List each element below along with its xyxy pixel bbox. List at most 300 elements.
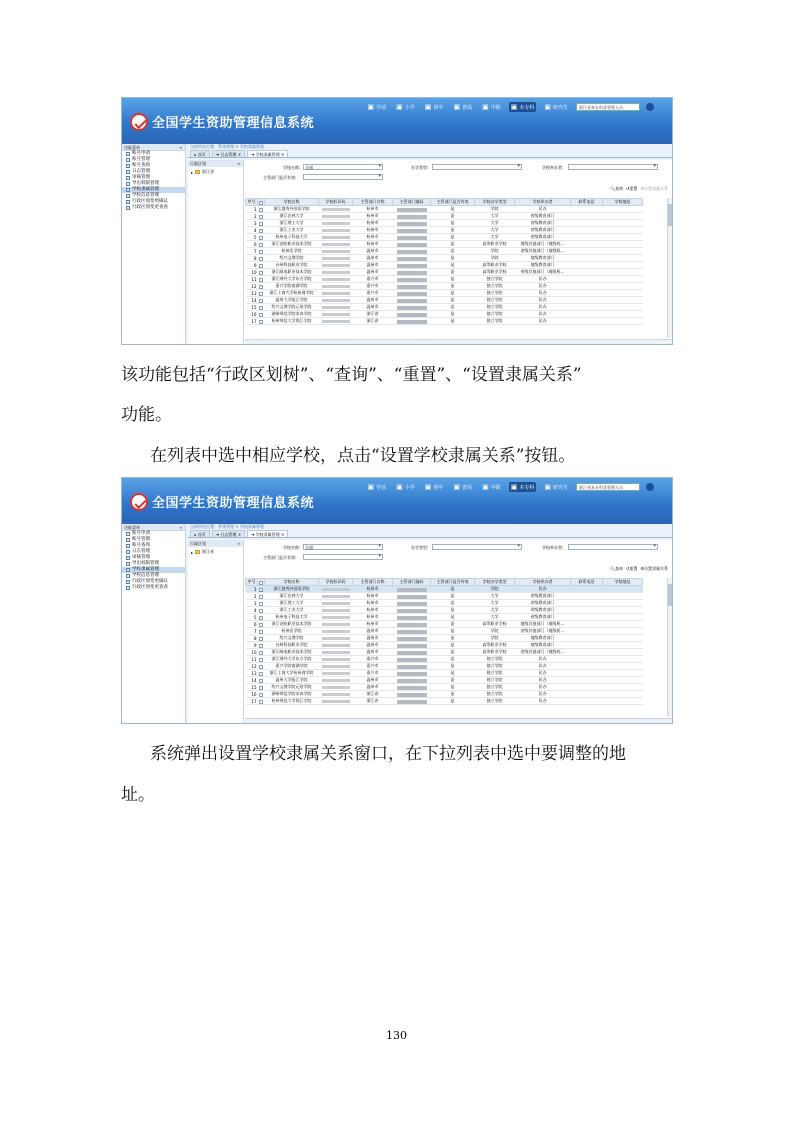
row-checkbox[interactable]: [258, 698, 265, 705]
school-name-cell: 绍兴文理学院: [265, 255, 319, 262]
tree-node-zhejiang[interactable]: ▸ 浙江省: [191, 169, 215, 175]
paragraph-1-line-1: 该功能包括“行政区划树”、“查询”、“重置”、“设置隶属关系”: [121, 365, 582, 385]
tab-home[interactable]: ⌂ 首页: [190, 530, 210, 537]
dept-name-cell: 杭州市: [353, 227, 393, 234]
school-organizer-select[interactable]: [568, 164, 658, 170]
checkbox-icon[interactable]: [259, 700, 263, 704]
school-type-cell: 学院: [475, 206, 515, 213]
school-type-cell: 大学: [475, 607, 515, 614]
phone-cell: [571, 276, 603, 283]
dept-code-cell: [393, 684, 431, 691]
row-checkbox[interactable]: [258, 677, 265, 684]
table-row[interactable]: [246, 600, 643, 607]
redacted-value: [397, 250, 427, 254]
column-header[interactable]: 主管部门编码: [393, 199, 431, 206]
checkbox-icon[interactable]: [259, 616, 263, 620]
paragraph-2: 在列表中选中相应学校，点击“设置学校隶属关系”按钮。: [150, 446, 576, 466]
checkbox-icon[interactable]: [259, 222, 263, 226]
school-type-cell: 高等职业学校: [475, 269, 515, 276]
row-checkbox[interactable]: [258, 311, 265, 318]
tab-school-affiliation[interactable]: ➔ 学校隶属管理 ×: [247, 530, 288, 537]
collapse-icon[interactable]: «: [179, 145, 182, 150]
row-checkbox[interactable]: [258, 262, 265, 269]
phone-cell: [571, 255, 603, 262]
redacted-value: [397, 306, 427, 310]
table-row[interactable]: [246, 593, 643, 600]
nav-item-4[interactable]: [480, 102, 503, 112]
row-checkbox[interactable]: [258, 206, 265, 213]
collapse-icon[interactable]: «: [237, 161, 240, 166]
table-row[interactable]: [246, 614, 643, 621]
redacted-value: [397, 630, 427, 634]
table-row[interactable]: [246, 206, 643, 213]
student-icon: ▣: [424, 103, 432, 111]
school-organizer-cell: 民办: [515, 691, 571, 698]
dept-code-cell: [393, 234, 431, 241]
table-row[interactable]: [246, 663, 643, 670]
address-cell: [603, 677, 643, 684]
row-checkbox[interactable]: [258, 276, 265, 283]
vertical-scrollbar[interactable]: [667, 198, 672, 338]
table-row[interactable]: [246, 304, 643, 311]
checkbox-icon[interactable]: [259, 637, 263, 641]
table-row[interactable]: [246, 691, 643, 698]
checkbox-icon[interactable]: [259, 264, 263, 268]
row-index: 10: [246, 269, 258, 276]
school-icon: ▣: [396, 103, 403, 111]
table-row[interactable]: [246, 311, 643, 318]
nav-item-5[interactable]: [509, 102, 537, 112]
checkbox-icon[interactable]: [259, 581, 263, 585]
phone-cell: [571, 220, 603, 227]
column-header[interactable]: 学校名称: [265, 579, 319, 586]
address-cell: [603, 283, 643, 290]
expand-icon[interactable]: ▸: [191, 169, 194, 175]
checkbox-icon[interactable]: [259, 236, 263, 240]
row-checkbox[interactable]: [258, 621, 265, 628]
table-row[interactable]: [246, 586, 643, 593]
address-cell: [603, 698, 643, 705]
redacted-value: [397, 693, 427, 697]
school-name-select[interactable]: 全部 ▾: [303, 164, 383, 170]
school-code-cell: [319, 607, 353, 614]
checkbox-icon[interactable]: [259, 215, 263, 219]
checkbox-icon[interactable]: [259, 651, 263, 655]
checkbox-icon[interactable]: [259, 686, 263, 690]
address-cell: [603, 593, 643, 600]
school-code-cell: [319, 213, 353, 220]
tab-home[interactable]: ⌂ 首页: [190, 150, 210, 157]
column-header[interactable]: 联系电话: [571, 579, 603, 586]
row-checkbox[interactable]: [258, 269, 265, 276]
address-cell: [603, 628, 643, 635]
row-index: 12: [246, 283, 258, 290]
row-index: 7: [246, 248, 258, 255]
table-row[interactable]: [246, 607, 643, 614]
menu-item-label: 学校隶属管理: [132, 567, 159, 572]
phone-cell: [571, 269, 603, 276]
table-row[interactable]: [246, 297, 643, 304]
dept-valid-cell: 是: [431, 677, 475, 684]
table-row[interactable]: [246, 628, 643, 635]
dept-valid-cell: 是: [431, 220, 475, 227]
book-icon: ▣: [453, 483, 461, 491]
nav-item-6[interactable]: [542, 482, 570, 492]
row-checkbox[interactable]: [258, 234, 265, 241]
school-organizer-select[interactable]: [568, 544, 658, 550]
table-row[interactable]: [246, 670, 643, 677]
menu-item-9[interactable]: [122, 205, 185, 211]
dept-valid-cell: 是: [431, 593, 475, 600]
redacted-value: [397, 299, 427, 303]
dept-code-cell: [393, 628, 431, 635]
vertical-scrollbar[interactable]: [667, 578, 672, 717]
menu-item-icon: [126, 580, 130, 584]
school-name-cell: 温州大学瓯江学院: [265, 677, 319, 684]
column-header[interactable]: 学校名称: [265, 199, 319, 206]
checkbox-icon[interactable]: [259, 250, 263, 254]
column-header[interactable]: 学校办学类型: [475, 199, 515, 206]
nav-item-2[interactable]: [423, 102, 446, 112]
school-type-cell: 独立学院: [475, 297, 515, 304]
school-type-select[interactable]: [432, 164, 522, 170]
school-organizer-cell: 省级教育部门: [515, 607, 571, 614]
filter-form: [245, 160, 672, 198]
school-organizer-cell: 民办: [515, 297, 571, 304]
menu-item-9[interactable]: [122, 585, 185, 591]
table-row[interactable]: [246, 276, 643, 283]
table-row[interactable]: [246, 635, 643, 642]
tab-log-management[interactable]: ➔ 日志管理 ×: [212, 150, 245, 157]
row-checkbox[interactable]: [258, 304, 265, 311]
column-header[interactable]: 主管部门是否有效: [431, 199, 475, 206]
redacted-value: [322, 686, 350, 689]
school-name-cell: 嘉兴学院南湖学院: [265, 283, 319, 290]
checkbox-icon[interactable]: [259, 672, 263, 676]
row-checkbox[interactable]: [258, 255, 265, 262]
horizontal-scrollbar[interactable]: [245, 339, 672, 344]
table-row[interactable]: [246, 290, 643, 297]
nav-item-2[interactable]: [423, 482, 446, 492]
school-organizer-cell: 省级教育部门: [515, 213, 571, 220]
school-organizer-cell: 省级教育部门: [515, 220, 571, 227]
set-affiliation-button[interactable]: ⚙设置隶属关系: [640, 566, 668, 571]
school-code-cell: [319, 283, 353, 290]
checkbox-icon[interactable]: [259, 292, 263, 296]
building-icon: ▣: [367, 103, 375, 111]
checkbox-icon[interactable]: [259, 299, 263, 303]
dept-valid-cell: 是: [431, 262, 475, 269]
table-row[interactable]: [246, 677, 643, 684]
column-header[interactable]: 主管部门编码: [393, 579, 431, 586]
row-checkbox[interactable]: [258, 663, 265, 670]
column-header-index: 序号: [247, 579, 256, 584]
school-code-cell: [319, 635, 353, 642]
checkbox-icon[interactable]: [259, 271, 263, 275]
row-checkbox[interactable]: [258, 241, 265, 248]
row-checkbox[interactable]: [258, 635, 265, 642]
column-header[interactable]: 主管部门名称: [353, 199, 393, 206]
select-all-checkbox[interactable]: [258, 199, 265, 206]
school-type-cell: 大学: [475, 234, 515, 241]
row-checkbox[interactable]: [258, 586, 265, 593]
table-row[interactable]: [246, 241, 643, 248]
table-row[interactable]: [246, 656, 643, 663]
dept-valid-cell: 是: [431, 227, 475, 234]
row-checkbox[interactable]: [258, 220, 265, 227]
redacted-value: [322, 609, 350, 612]
tab-log-management[interactable]: ➔ 日志管理 ×: [212, 530, 245, 537]
nav-item-3[interactable]: [451, 482, 474, 492]
address-cell: [603, 607, 643, 614]
row-index: 5: [246, 614, 258, 621]
school-organizer-cell: 民办: [515, 663, 571, 670]
nav-item-6[interactable]: [542, 102, 570, 112]
dept-valid-cell: 是: [431, 248, 475, 255]
redacted-value: [322, 243, 350, 246]
school-organizer-cell: 民办: [515, 206, 571, 213]
nav-item-1[interactable]: [394, 482, 417, 492]
row-checkbox[interactable]: [258, 684, 265, 691]
dept-valid-cell: 是: [431, 628, 475, 635]
checkbox-icon[interactable]: [259, 208, 263, 212]
action-buttons: [610, 566, 668, 572]
table-row[interactable]: [246, 269, 643, 276]
school-code-cell: [319, 227, 353, 234]
row-index: 10: [246, 649, 258, 656]
dept-code-cell: [393, 600, 431, 607]
redacted-value: [322, 313, 350, 316]
row-checkbox[interactable]: [258, 614, 265, 621]
select-all-checkbox[interactable]: [258, 579, 265, 586]
column-header[interactable]: 学校办学类型: [475, 579, 515, 586]
table-row[interactable]: [246, 262, 643, 269]
nav-item-5[interactable]: [509, 482, 537, 492]
school-type-cell: 学院: [475, 255, 515, 262]
table-row[interactable]: [246, 684, 643, 691]
row-checkbox[interactable]: [258, 593, 265, 600]
set-affiliation-button[interactable]: ⚙设置隶属关系: [640, 186, 668, 191]
redacted-value: [397, 278, 427, 282]
school-code-cell: [319, 698, 353, 705]
main-panel: [188, 144, 672, 344]
school-type-cell: 学院: [475, 628, 515, 635]
checkbox-icon[interactable]: [259, 320, 263, 324]
reset-button[interactable]: ↺重置: [626, 566, 638, 571]
table-row[interactable]: [246, 234, 643, 241]
checkbox-icon[interactable]: [259, 609, 263, 613]
checkbox-icon[interactable]: ✓: [260, 588, 264, 593]
row-checkbox[interactable]: [258, 600, 265, 607]
nav-item-0[interactable]: [366, 482, 389, 492]
school-type-label: 办学类型:: [411, 165, 429, 170]
table-row[interactable]: [246, 649, 643, 656]
dept-valid-cell: 是: [431, 241, 475, 248]
table-row[interactable]: [246, 220, 643, 227]
checkbox-icon[interactable]: [259, 306, 263, 310]
dept-valid-cell: 是: [431, 649, 475, 656]
table-row[interactable]: [246, 698, 643, 705]
table-row[interactable]: [246, 621, 643, 628]
checkbox-icon[interactable]: [259, 623, 263, 627]
school-type-select[interactable]: [432, 544, 522, 550]
row-checkbox[interactable]: [258, 290, 265, 297]
redacted-value: [397, 222, 427, 226]
row-checkbox[interactable]: [258, 318, 265, 325]
table-row[interactable]: [246, 283, 643, 290]
row-checkbox[interactable]: [258, 642, 265, 649]
school-code-cell: [319, 269, 353, 276]
row-checkbox[interactable]: [258, 656, 265, 663]
nav-item-label: 普高: [462, 484, 473, 491]
table-row[interactable]: [246, 227, 643, 234]
column-header[interactable]: 学校地址: [603, 199, 643, 206]
checkbox-icon[interactable]: [259, 679, 263, 683]
expand-icon[interactable]: ▸: [191, 549, 194, 555]
checkbox-icon[interactable]: [259, 243, 263, 247]
checkbox-icon[interactable]: [259, 313, 263, 317]
reset-button[interactable]: ↺重置: [626, 186, 638, 191]
settings-icon: ⚙: [640, 186, 644, 191]
checkbox-icon[interactable]: [259, 630, 263, 634]
checkbox-icon[interactable]: [259, 665, 263, 669]
scrollbar-thumb[interactable]: [668, 584, 672, 606]
collapse-icon[interactable]: «: [237, 541, 240, 546]
school-type-cell: 大学: [475, 600, 515, 607]
breadcrumb: 当前所在位置：系统管理 > 学校隶属管理: [190, 144, 264, 149]
user-select[interactable]: 浙江省本专科非管理人员: [576, 103, 640, 111]
school-code-cell: [319, 586, 353, 593]
school-code-cell: [319, 255, 353, 262]
checkbox-icon[interactable]: [259, 229, 263, 233]
column-header[interactable]: 学校标识码: [319, 199, 353, 206]
column-header-index: 序号: [247, 199, 256, 204]
column-header[interactable]: 学校标识码: [319, 579, 353, 586]
row-index: 6: [246, 621, 258, 628]
row-checkbox[interactable]: [258, 649, 265, 656]
address-cell: [603, 670, 643, 677]
table-row[interactable]: [246, 318, 643, 325]
school-code-cell: [319, 304, 353, 311]
page-number: 130: [386, 1029, 407, 1042]
redacted-value: [322, 229, 350, 232]
dept-valid-cell: 是: [431, 600, 475, 607]
scrollbar-thumb[interactable]: [668, 204, 672, 226]
school-organizer-cell: 民办: [515, 586, 571, 593]
logout-icon[interactable]: [646, 483, 654, 491]
nav-item-1[interactable]: [394, 102, 417, 112]
menu-item-label: 审核管理: [132, 555, 150, 560]
checkbox-icon[interactable]: [259, 201, 263, 205]
nav-item-3[interactable]: [451, 102, 474, 112]
dept-valid-select[interactable]: [303, 554, 383, 560]
redacted-value: [397, 215, 427, 219]
checkbox-icon[interactable]: [259, 278, 263, 282]
tree-node-zhejiang[interactable]: ▸ 浙江省: [191, 549, 215, 555]
checkbox-icon[interactable]: [259, 644, 263, 648]
redacted-value: [397, 257, 427, 261]
nav-item-label: 小学: [404, 484, 415, 491]
table-row[interactable]: [246, 248, 643, 255]
checkbox-icon[interactable]: [259, 595, 263, 599]
row-index: 6: [246, 241, 258, 248]
row-checkbox[interactable]: [258, 670, 265, 677]
school-name-cell: 浙江工商大学杭州商学院: [265, 670, 319, 677]
row-checkbox[interactable]: [258, 691, 265, 698]
dept-code-cell: [393, 241, 431, 248]
dept-valid-select[interactable]: [303, 174, 383, 180]
table-row[interactable]: [246, 642, 643, 649]
row-index: 11: [246, 276, 258, 283]
tab-school-affiliation[interactable]: ➔ 学校隶属管理 ×: [247, 150, 288, 157]
checkbox-icon[interactable]: [259, 257, 263, 261]
menu-item-icon: [126, 586, 130, 590]
column-header[interactable]: 学校地址: [603, 579, 643, 586]
column-header[interactable]: 联系电话: [571, 199, 603, 206]
row-checkbox[interactable]: [258, 227, 265, 234]
checkbox-icon[interactable]: [259, 658, 263, 662]
school-organizer-cell: 民办: [515, 670, 571, 677]
menu-item-icon: [126, 206, 130, 210]
phone-cell: [571, 656, 603, 663]
user-select[interactable]: 浙江省本专科非管理人员: [576, 483, 640, 491]
collapse-icon[interactable]: «: [179, 525, 182, 530]
checkbox-icon[interactable]: [259, 602, 263, 606]
nav-item-0[interactable]: [366, 102, 389, 112]
nav-item-4[interactable]: [480, 482, 503, 492]
school-name-select[interactable]: 全部 ▾: [303, 544, 383, 550]
row-checkbox[interactable]: [258, 213, 265, 220]
column-header[interactable]: 学校举办者: [515, 579, 571, 586]
checkbox-icon[interactable]: [259, 285, 263, 289]
row-checkbox[interactable]: [258, 248, 265, 255]
horizontal-scrollbar[interactable]: [245, 718, 672, 723]
redacted-value: [322, 623, 350, 626]
column-header[interactable]: 学校举办者: [515, 199, 571, 206]
school-organizer-cell: 地级教育部门: [515, 262, 571, 269]
row-checkbox[interactable]: [258, 607, 265, 614]
school-type-cell: 高等职业学校: [475, 642, 515, 649]
row-index: 16: [246, 311, 258, 318]
address-cell: [603, 227, 643, 234]
app-banner: [122, 98, 672, 144]
dept-name-cell: 嘉兴市: [353, 656, 393, 663]
school-name-cell: 浙江农林大学: [265, 213, 319, 220]
logout-icon[interactable]: [646, 103, 654, 111]
checkbox-icon[interactable]: [259, 693, 263, 697]
address-cell: [603, 642, 643, 649]
school-name-cell: 浙江安防职业技术学院: [265, 621, 319, 628]
row-checkbox[interactable]: [258, 628, 265, 635]
query-button[interactable]: 🔍查询: [610, 186, 624, 191]
school-code-cell: [319, 642, 353, 649]
query-button[interactable]: 🔍查询: [610, 566, 624, 571]
paragraph-3-line-2: 址。: [121, 785, 155, 805]
address-cell: [603, 614, 643, 621]
school-code-cell: [319, 593, 353, 600]
logo-check-icon: [130, 493, 148, 511]
table-row[interactable]: [246, 213, 643, 220]
column-header[interactable]: 主管部门是否有效: [431, 579, 475, 586]
table-row[interactable]: [246, 255, 643, 262]
row-checkbox[interactable]: [258, 297, 265, 304]
dept-name-cell: 嘉兴市: [353, 663, 393, 670]
row-checkbox[interactable]: [258, 283, 265, 290]
redacted-value: [397, 644, 427, 648]
dept-name-cell: 杭州市: [353, 241, 393, 248]
column-header[interactable]: 主管部门名称: [353, 579, 393, 586]
redacted-value: [397, 637, 427, 641]
